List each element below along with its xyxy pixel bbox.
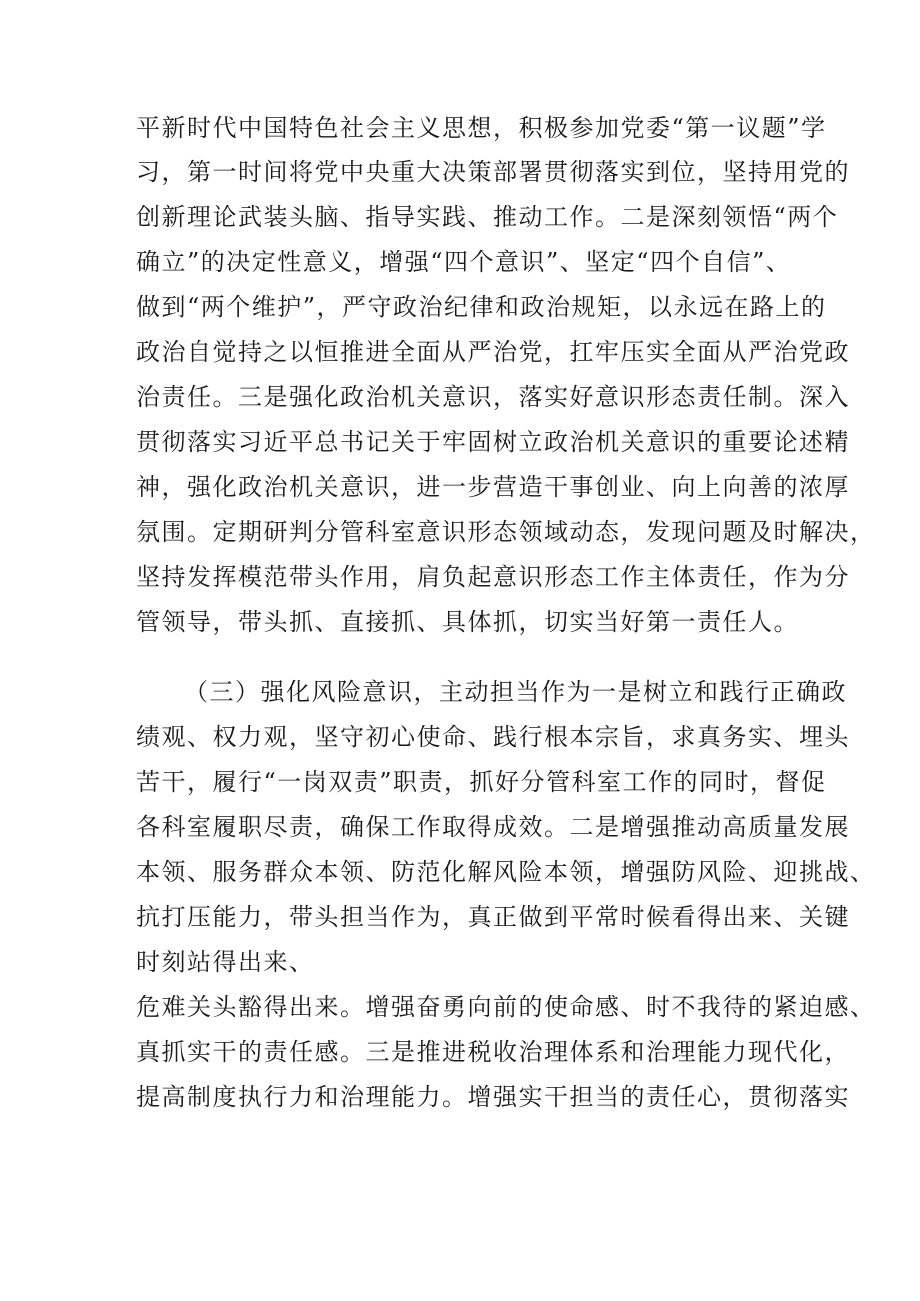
text-line: 真抓实干的责任感。三是推进税收治理体系和治理能力现代化，	[136, 1038, 850, 1066]
text-line: 治责任。三是强化政治机关意识，落实好意识形态责任制。深入	[136, 383, 850, 411]
section-heading-line: （三）强化风险意识，主动担当作为一是树立和践行正确政	[184, 678, 847, 706]
text-line: 政治自觉持之以恒推进全面从严治党，扛牢压实全面从严治党政	[136, 338, 850, 366]
text-line: 做到“两个维护”，严守政治纪律和政治规矩，以永远在路上的	[136, 293, 827, 321]
text-line: 平新时代中国特色社会主义思想，积极参加党委“第一议题”学	[136, 114, 827, 142]
text-line: 确立”的决定性意义，增强“四个意识”、坚定“四个自信”、	[136, 248, 792, 276]
text-line: 绩观、权力观，坚守初心使命、践行根本宗旨，求真务实、埋头	[136, 723, 850, 751]
text-line: 各科室履职尽责，确保工作取得成效。二是增强推动高质量发展	[136, 813, 850, 841]
text-line: 苦干，履行“一岗双责”职责，抓好分管科室工作的同时，督促	[136, 768, 827, 796]
text-line: 管领导，带头抓、直接抓、具体抓，切实当好第一责任人。	[136, 608, 799, 636]
text-line: 时刻站得出来、	[136, 948, 315, 976]
text-line: 抗打压能力，带头担当作为，真正做到平常时候看得出来、关键	[136, 903, 850, 931]
text-line: 本领、服务群众本领、防范化解风险本领，增强防风险、迎挑战、	[136, 858, 876, 886]
text-line: 坚持发挥模范带头作用，肩负起意识形态工作主体责任，作为分	[136, 563, 850, 591]
text-line: 习，第一时间将党中央重大决策部署贯彻落实到位，坚持用党的	[136, 158, 850, 186]
text-line: 提高制度执行力和治理能力。增强实干担当的责任心，贯彻落实	[136, 1083, 850, 1111]
text-line: 氛围。定期研判分管科室意识形态领域动态，发现问题及时解决，	[136, 518, 876, 546]
text-line: 创新理论武装头脑、指导实践、推动工作。二是深刻领悟“两个	[136, 203, 839, 231]
text-line: 神，强化政治机关意识，进一步营造干事创业、向上向善的浓厚	[136, 473, 850, 501]
text-line: 贯彻落实习近平总书记关于牢固树立政治机关意识的重要论述精	[136, 428, 850, 456]
text-line: 危难关头豁得出来。增强奋勇向前的使命感、时不我待的紧迫感、	[136, 993, 876, 1021]
